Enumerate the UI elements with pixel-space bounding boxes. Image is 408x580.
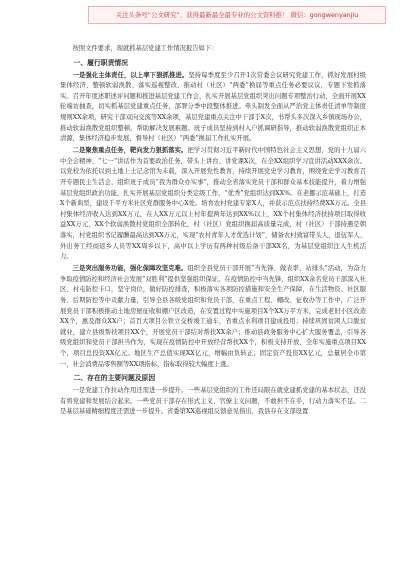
paragraph bbox=[60, 146, 366, 263]
paragraph-lead: 一是强化主体责任，以上率下狠抓推进。 bbox=[72, 71, 189, 79]
paragraph bbox=[60, 71, 366, 145]
document-page bbox=[60, 44, 366, 564]
paragraph bbox=[60, 264, 366, 370]
paragraph-body: 一是党建工作拉动作用还需进一步提升。一些基层党组织的工作还局限在就党建抓党建的基本状态，还没有将党建和发展结合起来。一些党员干部存在形式主义、官僚主义问题，不敢担不在乎，行动力落实不足。二是基层基础精细程度还需进一步提升。省委第XX巡视组反馈意见指出，我县存在支部设置 bbox=[60, 387, 366, 416]
header-banner[interactable]: 关注头条号“公文研究”，获得最新最全最专业的公文资料推！ 微信：gongwenyanjiu bbox=[88, 6, 386, 24]
paragraph-body: 把学习贯彻习近平新时代中国特色社会主义思想，党的十九届六中全会精神、“七一”讲话作为首要政治任务，带头上讲台、讲党课X次，在全XX组织学习宣讲活动XXX余次。以党校为依托以到土地上土记念馆为未载，深入开展党性教育，持续开展党史学习教育，围绕党史学习教育召开专题民主生活会，组织班子成员“我为群众办实事”，推动全省落实党员干部和群众基本技能提升，着力增强基层党组织政治功能，扎实开展基层党组织分类定级工作，“优秀”党组织达到XX%。在老挪示范基础上，打造X个新典型，建设千平方米社区党群服务中心X处。培育农村党建专家X人，并获示范点扶持经费XX万元。全县村集体经济收入达到XX万元，在人XX万元以上村年提两年达到XX%以上，XX个村集体经济扶持项目取得收益XX万元，XX个软弱涣散村党组织全部转化，村（社区）党组织换届高质量完成，村（社区）干部持遇是朝落实，村党组织书记履酬最高达到XX万元，实现“农村青年人才优选计划”，储备农村致富带头人，退伍军人、外出务工经商返乡人员等XX周乡以下，高中以上学历有两种村级后备干部XX名，为基层党组织注入生机活力。 bbox=[60, 147, 366, 261]
paragraph-body: 组织全县党员干部开展“当先锋、做表率、站排头”活动，为奋力争取疫情防控和经济社会发展“双胜利”提供坚强组织保证。在疫情防控中当先锋，组织XX余名党员干部深入社区、村屯防控卡口，坚守岗位，做好防控排查，积极落实各项防控措施和安全生产保障，在生活物资、社区服务、后期防控等中贡献力量，引导全县各级党组织和党员干部，在重点工程、棚改、征收办等工作中，广泛开展党员干部积极推动土地房屋征收和棚户区改造，在安置过程中实施项目X个XX万平方米，完成老旧小区改造XX个，惠及群众XX户；首百大项目公铁立交桥竣工通车，省重点水利项目建成投用；持续巩固贫困人口脱贫就业，建立县级帮扶项目XX个，开展党员干部结对帮扶XX余户；推动县政务服务中心扩大服务覆盖，引导各级党组织和党员干部担当作为，实现在疫情防控中开放经营帮扶XX个，积极支持开放，全年实施重点项目XX个，项目总投资XX亿元。地区生产总值实现XX亿元，增幅由负转正；固定资产投资XX亿元，总量居全市第一，社会消费品零售额等XX项指标，指标取得较大幅度上涨。 bbox=[60, 265, 366, 368]
paragraph-lead: 三是突出服务功能，强化保障攻坚克难。 bbox=[72, 265, 188, 273]
intro-paragraph: 按照文件要求，现就抓基层党建工作情况报告如下： bbox=[72, 45, 218, 52]
paragraph-lead: 二是聚焦重点任务，靶向发力狠抓落实。 bbox=[72, 147, 188, 155]
paragraph bbox=[60, 386, 366, 418]
section-heading-2: 二、存在的主要问题及原因 bbox=[73, 374, 156, 383]
paragraph-body: 坚持每季度至少召开1次常委会议研究党建工作，抓好发展村级集体经济、整顿软弱涣散、落实巡视整改、推动村（社区）“两委”换届等重点任务必要议议，专题下发抓落实。召开年度述职述评问题和推进基层党建工作会，扎实开展基层党组织突出问题专项整治行动，全面开展XX轮端访抽查，切实抓基层党建重点任务，部署分季中段整体推进。牵头制发全面从严治党主体责任清单等制度规则XX余项，研究干部双向交流等XX余项，基层党建重点关注中干部于X次，书帮头多次深入乡镇现场办公，推动软弱涣散党组织整顿，帮助解决发展难题。班子成员坚持到村入户抓调研指导，推动软弱涣散党组织正本清源，集体经济稳步发展，督导村（社区）“两委”换届工作扎实开展。 bbox=[60, 71, 366, 143]
section-heading-1: 一、履行职责情况 bbox=[73, 58, 128, 67]
